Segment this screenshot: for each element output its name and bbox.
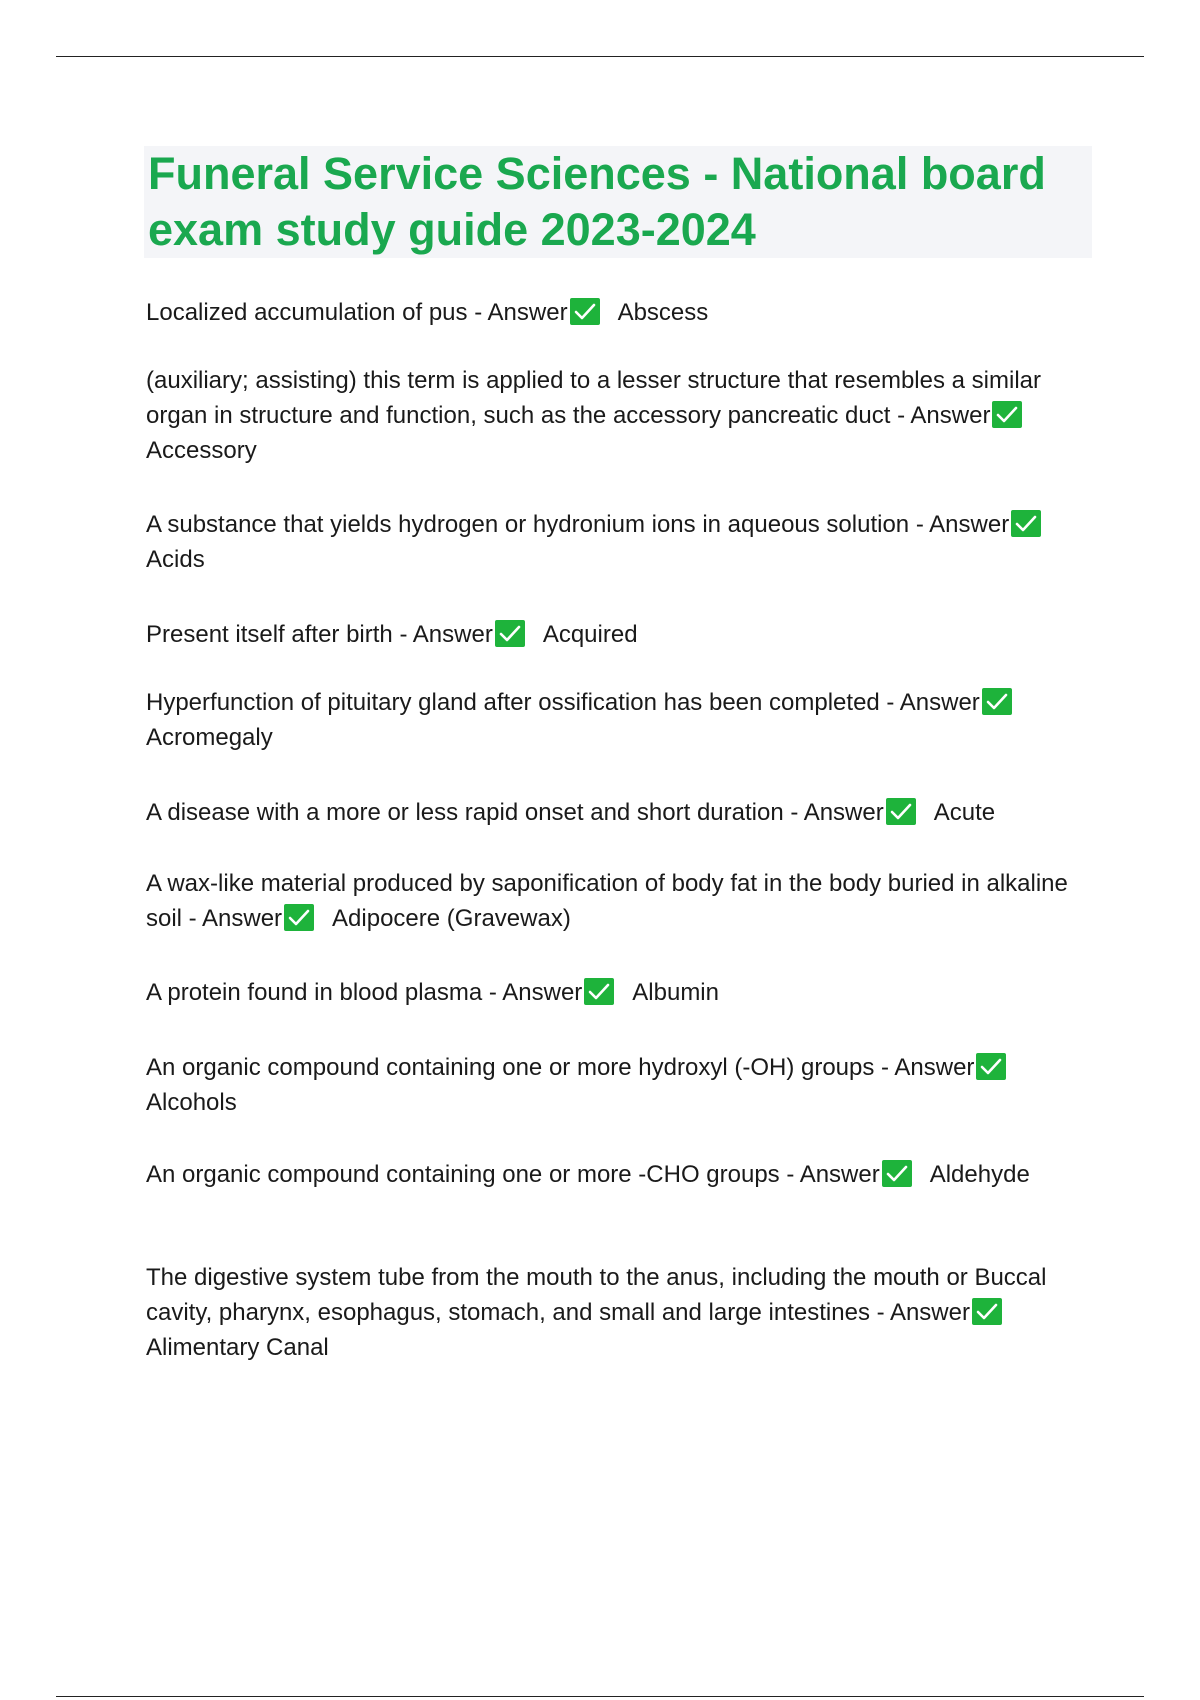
question-text: Hyperfunction of pituitary gland after ossification has been completed - [146, 689, 900, 716]
check-icon [992, 401, 1022, 428]
check-icon [882, 1160, 912, 1187]
answer-text: Acute [933, 799, 996, 826]
qa-entry [146, 795, 1076, 830]
check-icon [982, 688, 1012, 715]
answer-text: Accessory [146, 437, 257, 464]
question-text: A protein found in blood plasma - [146, 979, 503, 1006]
check-icon [976, 1053, 1006, 1080]
answer-label: Answer [502, 979, 583, 1006]
answer-label: Answer [894, 1054, 975, 1081]
check-icon [972, 1298, 1002, 1325]
question-text: A wax-like material produced by saponification of body fat in the body buried in alkaline soil - [146, 870, 1068, 932]
question-text: (auxiliary; assisting) this term is applied to a lesser structure that resembles a similar organ in structure and function, such as the accessory pancreatic duct - [146, 367, 1041, 429]
question-text: Localized accumulation of pus - [146, 299, 488, 326]
check-icon [584, 978, 614, 1005]
question-text: The digestive system tube from the mouth to the anus, including the mouth or Buccal cavity, pharynx, esophagus, stomach, and small and large intestines - [146, 1264, 1047, 1326]
qa-entry [146, 685, 1076, 755]
qa-entry [146, 617, 1076, 652]
question-text: Present itself after birth - [146, 621, 413, 648]
qa-entry [146, 1157, 1076, 1192]
question-text: A substance that yields hydrogen or hydronium ions in aqueous solution - [146, 511, 930, 538]
qa-entry [146, 507, 1076, 577]
answer-text: Acromegaly [146, 724, 273, 751]
answer-text: Abscess [617, 299, 709, 326]
check-icon [886, 798, 916, 825]
question-text: An organic compound containing one or more -CHO groups - [146, 1161, 800, 1188]
answer-label: Answer [889, 1299, 970, 1326]
answer-label: Answer [487, 299, 568, 326]
qa-entry [146, 866, 1076, 936]
answer-text: Alcohols [146, 1089, 237, 1116]
answer-label: Answer [412, 621, 493, 648]
answer-text: Alimentary Canal [146, 1334, 329, 1361]
question-text: An organic compound containing one or more hydroxyl (-OH) groups - [146, 1054, 895, 1081]
answer-text: Acids [146, 546, 205, 573]
answer-label: Answer [910, 402, 991, 429]
answer-text: Albumin [632, 979, 719, 1006]
page-title: Funeral Service Sciences - National board exam study guide 2023-2024 [148, 148, 1046, 255]
check-icon [284, 904, 314, 931]
qa-entry [146, 1260, 1076, 1365]
answer-label: Answer [799, 1161, 880, 1188]
answer-label: Answer [899, 689, 980, 716]
check-icon [495, 620, 525, 647]
answer-label: Answer [803, 799, 884, 826]
check-icon [570, 298, 600, 325]
answer-label: Answer [929, 511, 1010, 538]
title-box [144, 146, 1092, 258]
qa-entry [146, 363, 1076, 468]
qa-entry [146, 295, 1076, 330]
top-rule [56, 56, 1144, 57]
answer-text: Adipocere (Gravewax) [332, 905, 571, 932]
answer-label: Answer [202, 905, 283, 932]
check-icon [1011, 510, 1041, 537]
qa-entry [146, 975, 1076, 1010]
qa-entry [146, 1050, 1076, 1120]
answer-text: Acquired [542, 621, 638, 648]
answer-text: Aldehyde [929, 1161, 1030, 1188]
question-text: A disease with a more or less rapid onset and short duration - [146, 799, 804, 826]
bottom-rule [56, 1696, 1144, 1697]
